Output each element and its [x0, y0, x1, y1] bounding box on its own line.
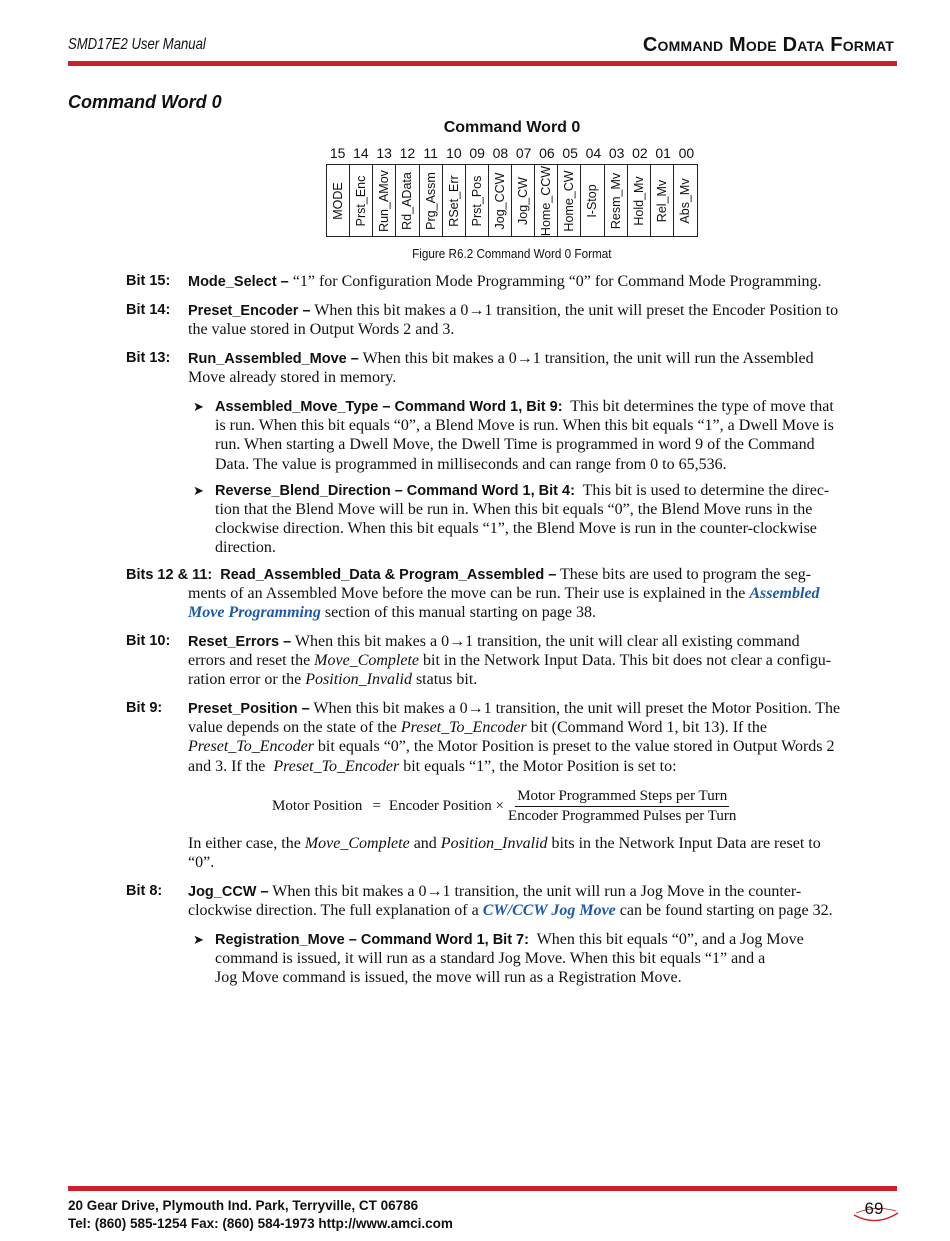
bit-13-label: Bit 13: [126, 350, 171, 366]
bit-number: 04 [585, 145, 602, 161]
bit-label: I-Stop [585, 183, 600, 218]
bit-cell [605, 165, 628, 236]
jog-move-link[interactable]: CW/CCW Jog Move [482, 902, 616, 919]
bit-14-line1: Preset_Encoder – When this bit makes a 0→1 transition, the unit will preset the Encoder Position to [188, 302, 839, 319]
formula-fraction: $\frac{\text{Motor Programmed Steps per Turn}}{\text{Encoder Programmed Pulses per Turn}}$ [508, 788, 737, 824]
bit-number: 00 [678, 145, 695, 161]
bit-number: 07 [515, 145, 532, 161]
bit-label: Prst_Pos [469, 175, 484, 226]
bit-cell [327, 165, 350, 236]
bit-14-line2: the value stored in Output Words 2 and 3. [188, 321, 455, 338]
bit-label: Abs_Mv [678, 177, 693, 224]
bit-cell [651, 165, 674, 236]
bit-label: RSet_Err [446, 174, 461, 227]
figure-caption: Figure R6.2 Command Word 0 Format [412, 246, 612, 261]
bit-label: Home_CCW [539, 165, 554, 236]
bit-9-line2: value depends on the state of the Preset_To_Encoder bit (Command Word 1, bit 13). If the [188, 719, 767, 736]
bit-cell [581, 165, 604, 236]
bit-8-line2: clockwise direction. The full explanation of a CW/CCW Jog Move can be found starting on page 32. [188, 902, 833, 919]
bit-label: Resm_Mv [608, 172, 623, 229]
bit-number-row [326, 145, 698, 161]
bit-10-line2: errors and reset the Move_Complete bit in the Network Input Data. This bit does not clear a configu- [188, 652, 832, 669]
bit-9-line4: and 3. If the Preset_To_Encoder bit equals “1”, the Motor Position is set to: [188, 758, 677, 775]
bit-number: 03 [608, 145, 625, 161]
bit-number: 12 [399, 145, 416, 161]
bit-8-line1: Jog_CCW – When this bit makes a 0→1 transition, the unit will run a Jog Move in the counter- [188, 883, 802, 900]
either-case-line2: “0”. [188, 854, 215, 871]
bit-label: MODE [331, 181, 346, 220]
assembled-link[interactable]: Assembled [749, 585, 820, 602]
sub2-line1: Reverse_Blend_Direction – Command Word 1, Bit 4: This bit is used to determine the direc- [215, 482, 830, 499]
bit-number: 11 [423, 145, 438, 161]
bit-number: 14 [353, 145, 369, 161]
bit-cell [373, 165, 396, 236]
bit-label: Rel_Mv [654, 179, 669, 222]
sub2-line2: tion that the Blend Move will be run in. When this bit equals “0”, the Blend Move runs in the [215, 501, 813, 518]
bit-number: 05 [562, 145, 578, 161]
bit-number: 08 [492, 145, 509, 161]
figure-title: Command Word 0 [443, 119, 581, 136]
manual-title: SMD17E2 User Manual [68, 36, 206, 53]
sub1-line2: is run. When this bit equals “0”, a Blend Move is run. When this bit equals “1”, a Dwell Move is [215, 417, 834, 434]
bit-label: Hold_Mv [631, 175, 646, 226]
bit-number: 15 [329, 145, 346, 161]
either-case-line1: In either case, the Move_Complete and Position_Invalid bits in the Network Input Data are reset to [188, 835, 821, 852]
bit-15-text: Mode_Select – “1” for Configuration Mode Programming “0” for Command Mode Programming. [188, 273, 822, 290]
bit-10-line1: Reset_Errors – When this bit makes a 0→1 transition, the unit will clear all existing command [188, 633, 800, 650]
arrow-bullet-icon: ➤ [193, 483, 204, 498]
sub3-line1: Registration_Move – Command Word 1, Bit 7: When this bit equals “0”, and a Jog Move [215, 931, 804, 948]
arrow-bullet-icon: ➤ [193, 399, 204, 414]
bit-cell [535, 165, 558, 236]
bit-cell [466, 165, 489, 236]
bit-13-line2: Move already stored in memory. [188, 369, 397, 386]
bit-cell [396, 165, 419, 236]
arrow-bullet-icon: ➤ [193, 932, 204, 947]
motor-position-formula: Motor Position = Encoder Position × $\frac{\text{Motor Programmed Steps per Turn}}{\text{Encoder Programmed Pulses per Turn}}$ [272, 788, 737, 824]
move-programming-link[interactable]: Move Programming [188, 604, 321, 621]
bit-number: 02 [632, 145, 648, 161]
bit-number: 06 [539, 145, 555, 161]
bit-number: 01 [655, 145, 671, 161]
sub3-line2: command is issued, it will run as a standard Jog Move. When this bit equals “1” and a [215, 950, 766, 967]
sub2-line3: clockwise direction. When this bit equals “1”, the Blend Move is run in the counter-clockwise [215, 520, 817, 537]
bit-label: Jog_CCW [492, 172, 507, 229]
bit-cell [558, 165, 581, 236]
bit-label: Jog_CW [516, 176, 531, 225]
bit-label: Run_AMov [377, 169, 392, 232]
bit-cell [443, 165, 466, 236]
sub1-line1: Assembled_Move_Type – Command Word 1, Bit 9: This bit determines the type of move that [215, 398, 834, 415]
bit-9-line3: Preset_To_Encoder bit equals “0”, the Motor Position is preset to the value stored in Output Words 2 [188, 738, 835, 755]
bit-cell [674, 165, 697, 236]
bit-cell [628, 165, 651, 236]
bits-12-11-line1: Bits 12 & 11: Read_Assembled_Data & Program_Assembled – These bits are used to program the seg- [126, 566, 812, 583]
bit-cell [350, 165, 373, 236]
bit-10-label: Bit 10: [126, 633, 171, 649]
bit-10-line3: ration error or the Position_Invalid status bit. [188, 671, 478, 688]
sub1-line3: run. When starting a Dwell Move, the Dwell Time is programmed in word 9 of the Command [215, 436, 815, 453]
bit-8-label: Bit 8: [126, 883, 163, 899]
page-title: Command Word 0 [68, 92, 222, 112]
sub3-line3: Jog Move command is issued, the move will run as a Registration Move. [215, 969, 682, 986]
bit-field-diagram [326, 164, 698, 237]
bit-number: 10 [446, 145, 462, 161]
bit-9-line1: Preset_Position – When this bit makes a 0→1 transition, the unit will preset the Motor Position. The [188, 700, 841, 717]
bit-label: Prg_Assm [423, 171, 438, 230]
header-rule [68, 61, 897, 66]
section-heading: Command Mode Data Format [642, 34, 894, 56]
bit-15-label: Bit 15: [126, 273, 171, 289]
bit-14-label: Bit 14: [126, 302, 171, 318]
bit-label: Home_CW [562, 169, 577, 232]
footer-contact: Tel: (860) 585-1254 Fax: (860) 584-1973 http://www.amci.com [68, 1216, 453, 1231]
page-number: 69 [852, 1197, 896, 1225]
bit-9-label: Bit 9: [126, 700, 163, 716]
footer-rule [68, 1186, 897, 1191]
bit-label: Rd_AData [400, 171, 415, 230]
footer-address: 20 Gear Drive, Plymouth Ind. Park, Terryville, CT 06786 [68, 1198, 419, 1213]
bit-number: 13 [376, 145, 392, 161]
bit-cell [512, 165, 535, 236]
bit-cell [489, 165, 512, 236]
sub2-line4: direction. [215, 539, 276, 556]
sub1-line4: Data. The value is programmed in milliseconds and can range from 0 to 65,536. [215, 456, 727, 473]
bits-12-11-line2: ments of an Assembled Move before the move can be run. Their use is explained in the Assembled [188, 585, 820, 602]
bit-cell [420, 165, 443, 236]
bits-12-11-line3: Move Programming section of this manual starting on page 38. [188, 604, 596, 621]
bit-label: Prst_Enc [354, 175, 369, 226]
bit-13-line1: Run_Assembled_Move – When this bit makes a 0→1 transition, the unit will run the Assembled [188, 350, 814, 367]
bit-number: 09 [469, 145, 485, 161]
